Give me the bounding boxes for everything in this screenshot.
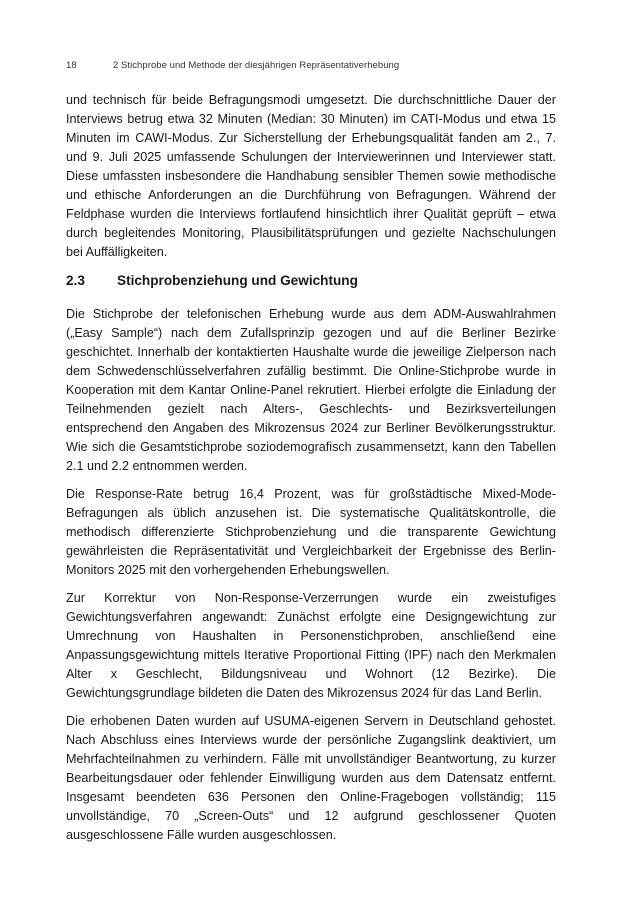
- section-number: 2.3: [66, 273, 85, 288]
- body-paragraph: Die Stichprobe der telefonischen Erhebung wurde aus dem ADM-Auswahlrahmen („Easy Sample“) nach dem Zufallsprinzip gezogen und auf die Berliner Bezirke geschichtet. Innerhalb der kontaktierten Haushalte wurde die jeweilige Zielperson nach dem Schwedenschlüsselverfahren zufällig bestimmt. Die Online-Stichprobe wurde in Kooperation mit dem Kantar Online-Panel rekrutiert. Hierbei erfolgte die Einladung der Teilnehmenden gezielt nach Alters-, Geschlechts- und Bezirksverteilungen entsprechend den Angaben des Mikrozensus 2024 zur Berliner Bevölkerungsstruktur. Wie sich die Gesamtstichprobe soziodemografisch zusammensetzt, kann den Tabellen 2.1 und 2.2 entnommen werden.: [66, 307, 556, 473]
- body-paragraph: Zur Korrektur von Non-Response-Verzerrungen wurde ein zweistufiges Gewichtungsverfahren angewandt: Zunächst erfolgte eine Designgewichtung zur Umrechnung von Haushalten in Personenstichproben, anschließend eine Anpassungsgewichtung mittels Iterative Proportional Fitting (IPF) nach den Merkmalen Alter x Geschlecht, Bildungsniveau und Wohnort (12 Bezirke). Die Gewichtungsgrundlage bildeten die Daten des Mikrozensus 2024 für das Land Berlin.: [66, 591, 556, 700]
- section-heading: [66, 273, 556, 288]
- running-header: [66, 60, 566, 71]
- body-paragraph: Die erhobenen Daten wurden auf USUMA-eigenen Servern in Deutschland gehostet. Nach Abschluss eines Interviews wurde der persönliche Zugangslink deaktiviert, um Mehrfachteilnahmen zu verhindern. Fälle mit unvollständiger Beantwortung, zu kurzer Bearbeitungsdauer oder fehlender Einwilligung wurden aus dem Datensatz entfernt. Insgesamt beendeten 636 Personen den Online-Fragebogen vollständig; 115 unvollständige, 70 „Screen-Outs“ und 12 aufgrund geschlossener Quoten ausgeschlossene Fälle wurden ausgeschlossen.: [66, 714, 556, 842]
- body-paragraph: Die Response-Rate betrug 16,4 Prozent, was für großstädtische Mixed-Mode-Befragungen als üblich anzusehen ist. Die systematische Qualitätskontrolle, die methodisch differenzierte Stichprobenziehung und die transparente Gewichtung gewährleisten die Repräsentativität und Vergleichbarkeit der Ergebnisse des Berlin-Monitors 2025 mit den vorhergehenden Erhebungswellen.: [66, 487, 556, 577]
- section-title: Stichprobenziehung und Gewichtung: [117, 273, 358, 288]
- section-body: [66, 305, 556, 854]
- body-paragraph: [66, 91, 556, 262]
- chapter-title: 2 Stichprobe und Methode der diesjährigen Repräsentativerhebung: [113, 60, 400, 71]
- paragraph-continuation: und technisch für beide Befragungsmodi umgesetzt. Die durchschnittliche Dauer der Interviews betrug etwa 32 Minuten (Median: 30 Minuten) im CATI-Modus und etwa 15 Minuten im CAWI-Modus. Zur Sicherstellung der Erhebungsqualität fanden am 2., 7. und 9. Juli 2025 umfassende Schulungen der Interviewerinnen und Interviewer statt. Diese umfassten insbesondere die Handhabung sensibler Themen sowie methodische und ethische Anforderungen an die Durchführung von Befragungen. Während der Feldphase wurden die Interviews fortlaufend hinsichtlich ihrer Qualität geprüft – etwa durch begleitendes Monitoring, Plausibilitätsprüfungen und gezielte Nachschulungen bei Auffälligkeiten.: [66, 93, 556, 259]
- page-number: 18: [66, 60, 77, 71]
